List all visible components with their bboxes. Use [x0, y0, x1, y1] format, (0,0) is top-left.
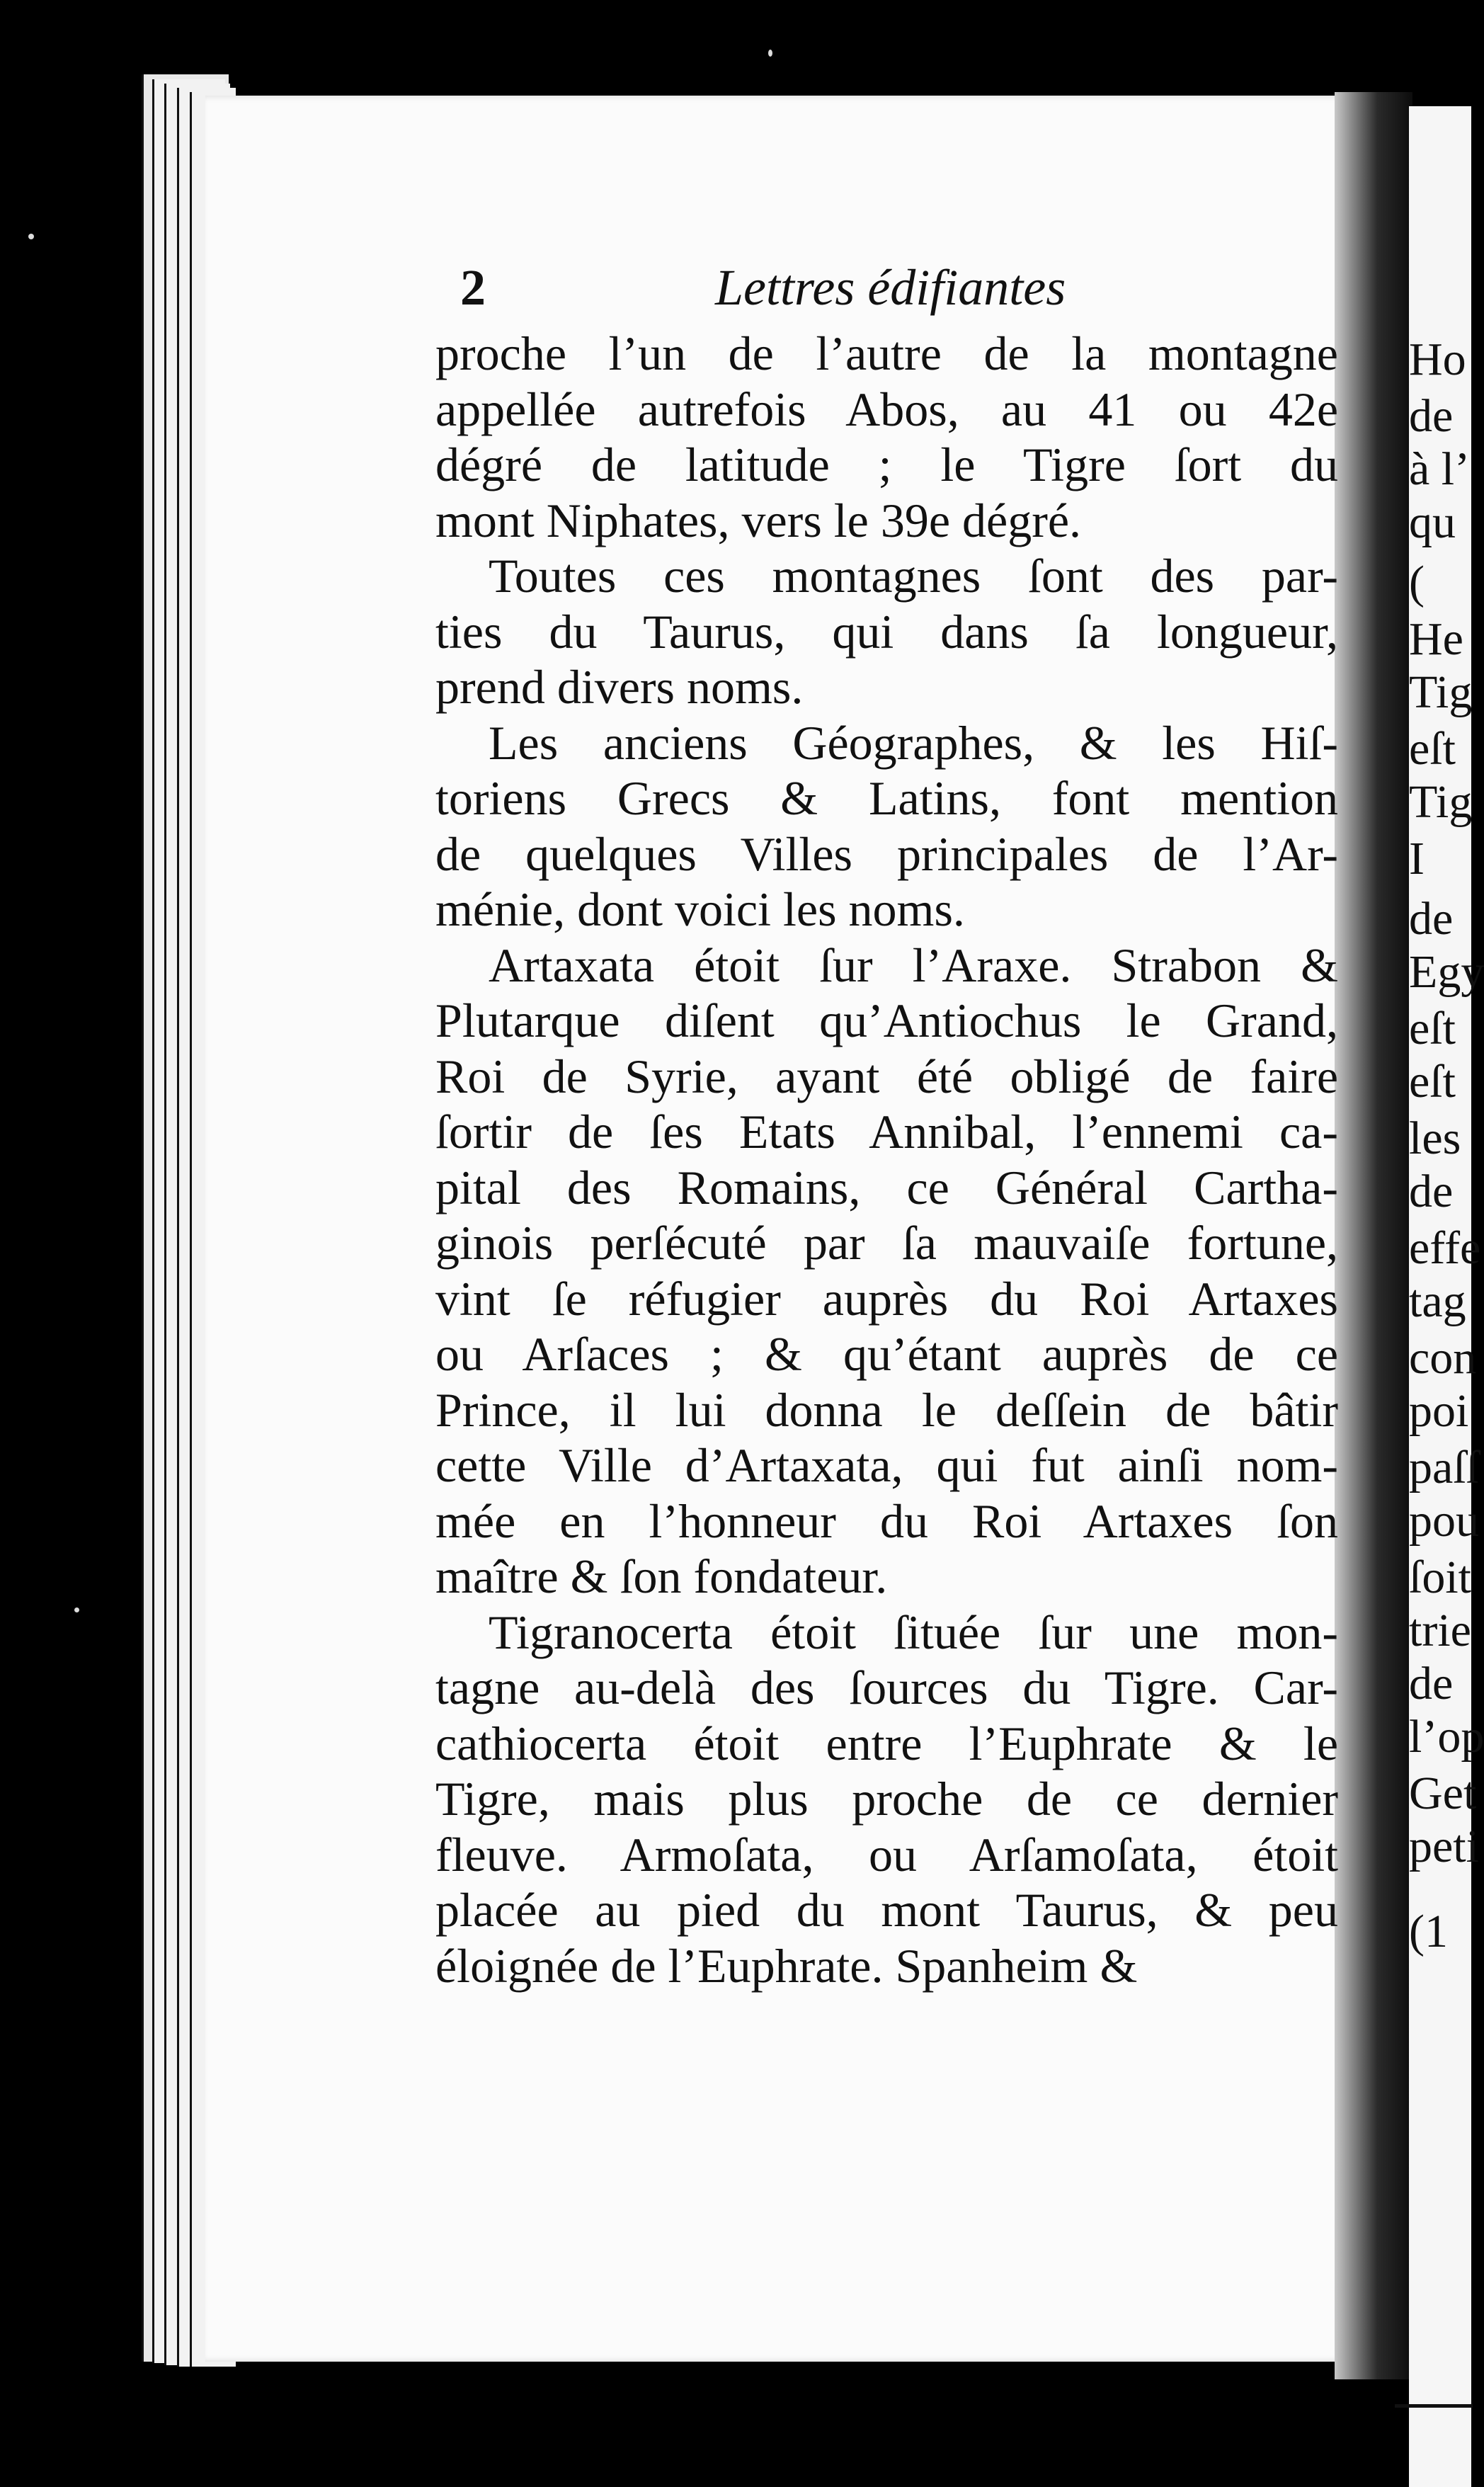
- text-line: ſortir de ſes Etats Annibal, l’ennemi ca-: [435, 1105, 1338, 1159]
- facing-page-fragment: effe: [1409, 1222, 1481, 1274]
- text-line: Toutes ces montagnes ſont des par-: [489, 549, 1338, 603]
- text-line: mée en l’honneur du Roi Artaxes ſon: [435, 1493, 1338, 1548]
- text-line: dégré de latitude ; le Tigre ſort du: [435, 438, 1338, 491]
- text-line: toriens Grecs & Latins, font mention: [435, 771, 1338, 825]
- text-line: éloignée de l’Euphrate. Spanheim &: [435, 1938, 1138, 1993]
- text-line: de quelques Villes principales de l’Ar-: [435, 826, 1338, 881]
- facing-page-fragment: eſt: [1409, 1056, 1456, 1108]
- facing-page-fragment: Ho: [1409, 334, 1466, 385]
- running-title: Lettres édifiantes: [715, 259, 1066, 316]
- facing-page-fragment: les: [1409, 1112, 1461, 1164]
- text-line: Artaxata étoit ſur l’Araxe. Strabon &: [489, 938, 1338, 992]
- book-gutter: [1335, 92, 1412, 2379]
- facing-page-fragment: peti: [1409, 1821, 1479, 1872]
- text-line: maître & ſon fondateur.: [435, 1549, 888, 1603]
- paragraph: [435, 715, 1338, 938]
- text-line: ginois perſécuté par ſa mauvaiſe fortune,: [435, 1216, 1338, 1270]
- text-line: cette Ville d’Artaxata, qui fut ainſi nom-: [435, 1438, 1338, 1492]
- facing-page-fragment: trie: [1409, 1605, 1471, 1656]
- scan-speck: [28, 234, 34, 239]
- facing-page: [1409, 106, 1484, 2487]
- facing-page-fragment: à l’: [1409, 443, 1471, 495]
- facing-page-fragment: tag: [1409, 1275, 1466, 1327]
- footnote-rule: [1395, 2404, 1473, 2408]
- facing-page-fragment: He: [1409, 613, 1463, 665]
- facing-page-fragment: Egy: [1409, 946, 1484, 998]
- text-line: prend divers noms.: [435, 660, 804, 714]
- facing-page-fragment: de: [1409, 1166, 1454, 1217]
- facing-page-fragment: de: [1409, 1658, 1454, 1709]
- paragraph: [435, 938, 1338, 1605]
- facing-page-fragment: qu: [1409, 496, 1456, 548]
- facing-page-fragment: paſſ: [1409, 1442, 1479, 1493]
- facing-page-fragment: eſt: [1409, 723, 1456, 775]
- text-line: proche l’un de l’autre de la montagne: [435, 326, 1338, 380]
- text-line: Les anciens Géographes, & les Hiſ-: [489, 715, 1338, 770]
- text-line: Roi de Syrie, ayant été obligé de faire: [435, 1049, 1338, 1103]
- text-line: fleuve. Armoſata, ou Arſamoſata, étoit: [435, 1827, 1338, 1882]
- facing-page-fragment: pou: [1409, 1495, 1479, 1547]
- facing-page-fragment: ſoit: [1409, 1552, 1472, 1603]
- text-line: tagne au-delà des ſources du Tigre. Car-: [435, 1661, 1338, 1714]
- scan-speck: [768, 50, 772, 57]
- facing-page-fragment: (1: [1409, 1906, 1448, 1957]
- page-number: 2: [460, 259, 486, 316]
- facing-page-fragment: poi: [1409, 1385, 1469, 1437]
- text-line: vint ſe réfugier auprès du Roi Artaxes: [435, 1271, 1338, 1326]
- facing-page-fragment: eſt: [1409, 1003, 1456, 1054]
- page-header: [460, 258, 1345, 322]
- facing-page-fragment: de: [1409, 390, 1454, 442]
- text-line: cathiocerta étoit entre l’Euphrate & le: [435, 1716, 1338, 1770]
- facing-page-fragment: Get: [1409, 1768, 1477, 1819]
- text-line: placée au pied du mont Taurus, & peu: [435, 1883, 1338, 1937]
- facing-page-fragment: I: [1409, 833, 1425, 884]
- text-line: mont Niphates, vers le 39e dégré.: [435, 493, 1082, 547]
- facing-page-fragment: l’op: [1409, 1711, 1484, 1763]
- facing-page-fragment: Tig: [1409, 776, 1473, 828]
- text-line: ménie, dont voici les noms.: [435, 882, 965, 936]
- facing-page-fragment: (: [1409, 557, 1425, 608]
- text-line: appellée autrefois Abos, au 41 ou 42e: [435, 382, 1338, 436]
- body-text: [435, 326, 1338, 1993]
- text-line: Prince, il lui donna le deſſein de bâtir: [435, 1382, 1338, 1437]
- text-line: pital des Romains, ce Général Cartha-: [435, 1160, 1338, 1214]
- paragraph: [435, 1605, 1338, 1994]
- facing-page-fragment: Tig: [1409, 666, 1473, 718]
- scan-speck: [74, 1607, 79, 1612]
- text-line: Tigre, mais plus proche de ce dernier: [435, 1772, 1338, 1826]
- text-line: ties du Taurus, qui dans ſa longueur,: [435, 604, 1338, 659]
- paragraph: [435, 326, 1338, 548]
- text-line: ou Arſaces ; & qu’étant auprès de ce: [435, 1327, 1338, 1381]
- text-line: Plutarque diſent qu’Antiochus le Grand,: [435, 994, 1338, 1047]
- paragraph: [435, 548, 1338, 715]
- text-line: Tigranocerta étoit ſituée ſur une mon-: [489, 1605, 1338, 1659]
- facing-page-fragment: con: [1409, 1332, 1477, 1384]
- facing-page-fragment: de: [1409, 893, 1454, 945]
